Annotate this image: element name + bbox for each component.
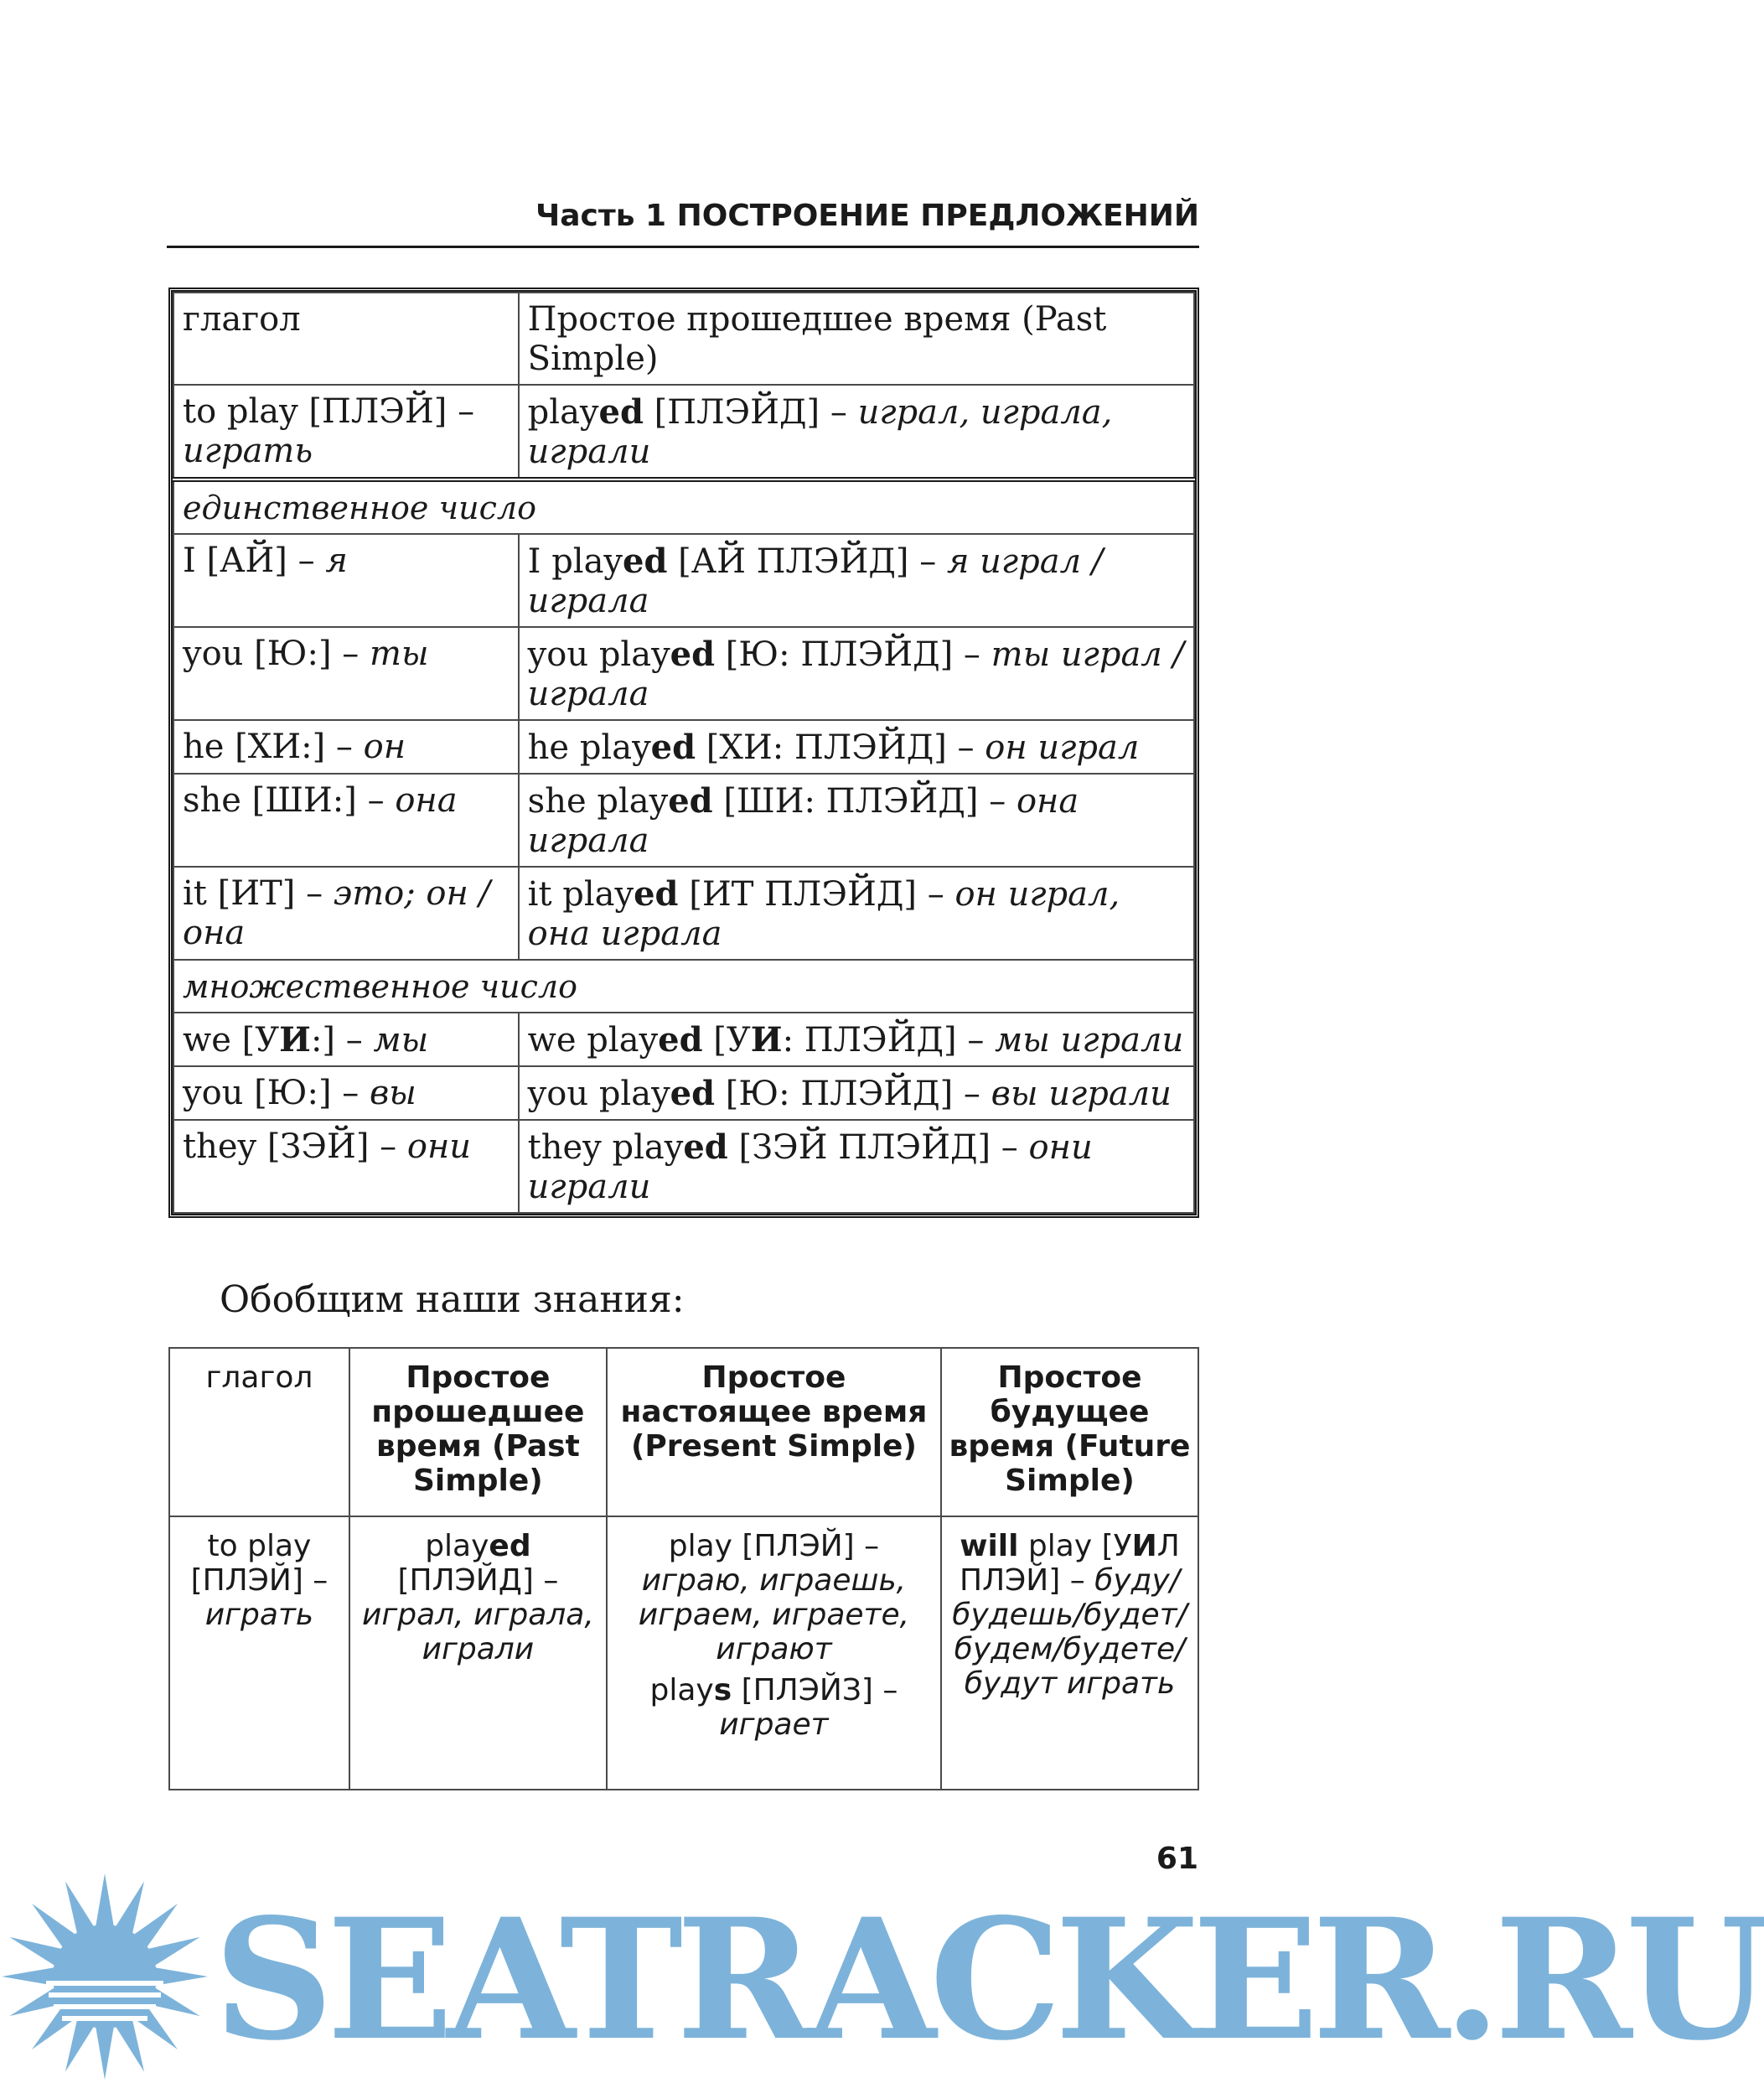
pronoun-cell: they [ЗЭЙ] – они <box>173 1120 519 1213</box>
table-header-row <box>173 293 1194 385</box>
form-cell: he played [ХИ: ПЛЭЙД] – он играл <box>519 720 1194 774</box>
pronoun-cell: she [ШИ:] – она <box>173 774 519 867</box>
header-cell-future: Простое будущее время (Future Simple) <box>941 1348 1198 1516</box>
header-cell-past: Простое прошедшее время (Past Simple) <box>349 1348 607 1516</box>
verb-row <box>173 385 1194 479</box>
present-form-third-person: plays [ПЛЭЙЗ] – играет <box>649 1673 898 1742</box>
table-row <box>173 1120 1194 1213</box>
sun-icon <box>0 1873 210 2080</box>
conjugation-table-frame <box>168 288 1199 1218</box>
singular-label-row <box>173 479 1194 534</box>
table-row <box>173 867 1194 960</box>
table-row <box>173 1066 1194 1120</box>
tense-summary-table <box>168 1347 1199 1790</box>
page-number: 61 <box>1156 1842 1198 1876</box>
table-row <box>173 1013 1194 1066</box>
pronoun-cell: I [АЙ] – я <box>173 534 519 627</box>
form-cell: we played [УИ: ПЛЭЙД] – мы играли <box>519 1013 1194 1066</box>
table-row <box>173 534 1194 627</box>
header-cell-verb: глагол <box>173 293 519 385</box>
summary-intro: Обобщим наши знания: <box>220 1278 685 1321</box>
running-header: Часть 1 ПОСТРОЕНИЕ ПРЕДЛОЖЕНИЙ <box>167 199 1199 248</box>
singular-label: единственное число <box>173 479 1194 534</box>
pronoun-cell: you [Ю:] – ты <box>173 627 519 720</box>
form-cell: they played [ЗЭЙ ПЛЭЙД] – они играли <box>519 1120 1194 1213</box>
form-cell: I played [АЙ ПЛЭЙД] – я играл / играла <box>519 534 1194 627</box>
header-cell-tense: Простое прошедшее время (Past Simple) <box>519 293 1194 385</box>
form-cell: you played [Ю: ПЛЭЙД] – вы играли <box>519 1066 1194 1120</box>
present-form-plain: play [ПЛЭЙ] – играю, играешь, играем, играете, играют <box>638 1529 910 1666</box>
pronoun-cell: you [Ю:] – вы <box>173 1066 519 1120</box>
future-cell: will play [УИЛ ПЛЭЙ] – буду/ будешь/будет/ будем/будете/ будут играть <box>941 1516 1198 1790</box>
plural-label: множественное число <box>173 960 1194 1013</box>
form-cell: she played [ШИ: ПЛЭЙД] – она играла <box>519 774 1194 867</box>
pronoun-cell: we [УИ:] – мы <box>173 1013 519 1066</box>
table-header-row <box>169 1348 1198 1516</box>
watermark-logo-text: SEATRACKER.RU <box>214 1882 1764 2077</box>
present-cell <box>607 1516 941 1790</box>
table-row <box>169 1516 1198 1790</box>
verb-cell: to play [ПЛЭЙ] – играть <box>173 385 519 479</box>
header-cell-present: Простое настоящее время (Present Simple) <box>607 1348 941 1516</box>
past-cell: played [ПЛЭЙД] – играл, играла, играли <box>349 1516 607 1790</box>
plural-label-row <box>173 960 1194 1013</box>
verb-past-cell: played [ПЛЭЙД] – играл, играла, играли <box>519 385 1194 479</box>
table-row <box>173 627 1194 720</box>
table-row <box>173 774 1194 867</box>
table-row <box>173 720 1194 774</box>
past-simple-conjugation-table <box>173 292 1195 1214</box>
header-cell-verb: глагол <box>169 1348 349 1516</box>
form-cell: it played [ИТ ПЛЭЙД] – он играл, она играла <box>519 867 1194 960</box>
form-cell: you played [Ю: ПЛЭЙД] – ты играл / играла <box>519 627 1194 720</box>
pronoun-cell: he [ХИ:] – он <box>173 720 519 774</box>
pronoun-cell: it [ИТ] – это; он / она <box>173 867 519 960</box>
verb-cell: to play [ПЛЭЙ] – играть <box>169 1516 349 1790</box>
